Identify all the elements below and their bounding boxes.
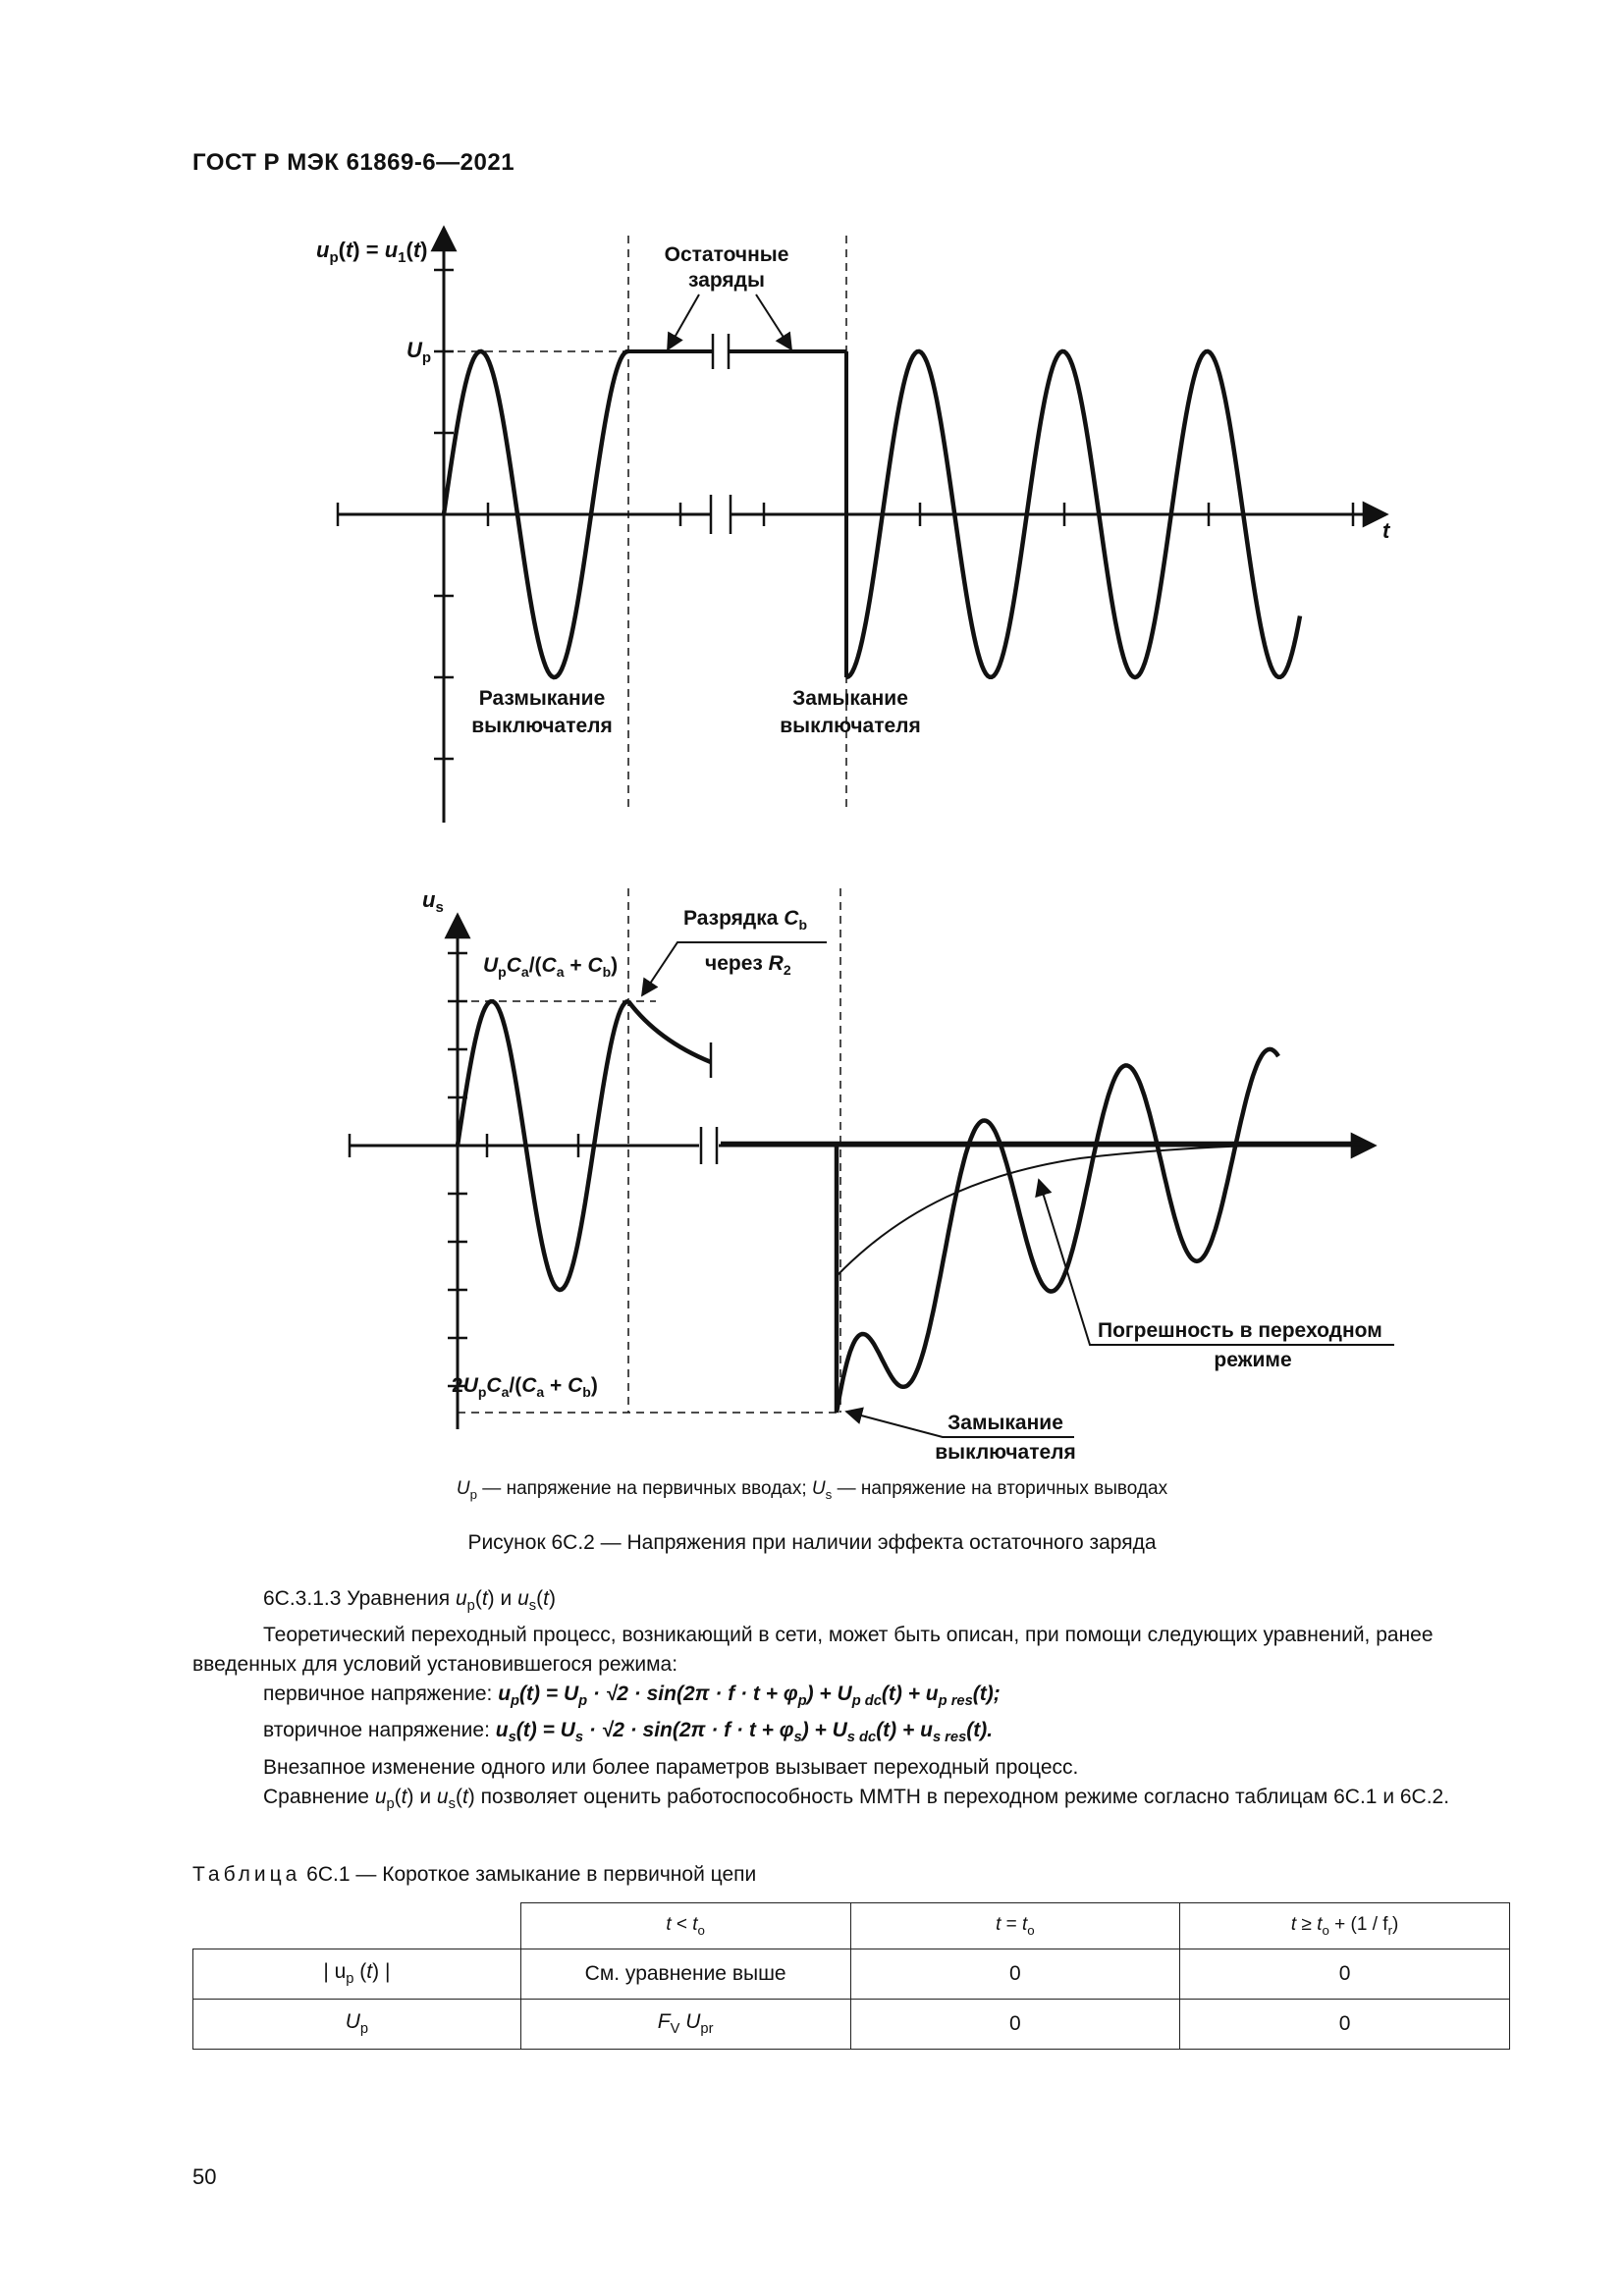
paragraph-2: Внезапное изменение одного или более параметров вызывает переходный процесс.: [263, 1755, 1079, 1779]
breaker-open-1: Размыкание: [478, 687, 606, 710]
table-header-cell: [193, 1903, 521, 1949]
residual-arrow-left: [668, 294, 699, 349]
top-y-axis-label: $u_p(t) = u_1(t)$: [316, 238, 428, 266]
table-cell: См. уравнение выше: [520, 1949, 850, 2000]
table-title: [192, 1863, 756, 1887]
table-cell: 0: [850, 2000, 1180, 2050]
secondary-prefix: вторичное напряжение:: [263, 1719, 496, 1742]
table-header-cell: $t < t_o$: [520, 1903, 850, 1949]
table-cell: $U_p$: [193, 2000, 521, 2050]
bottom-y-axis-label: $u_s$: [422, 887, 444, 916]
bottom-waveform-after: [837, 1049, 1278, 1413]
discharge-curve: [628, 1001, 711, 1062]
table-cell: | $u_p$ (t) |: [193, 1949, 521, 2000]
breaker-close-bottom-2: выключателя: [935, 1441, 1076, 1464]
transient-error-curve: [837, 1144, 1361, 1276]
table-header-cell: $t \ge t_o + (1 / f_r)$: [1180, 1903, 1510, 1949]
discharge-label-2: через $R_2$: [705, 952, 791, 978]
bottom-neg-label: $2U_pC_a/(C_a + C_b)$: [452, 1374, 598, 1400]
breaker-close-bottom-1: Замыкание: [947, 1412, 1063, 1434]
breaker-close-top-2: выключателя: [780, 715, 921, 737]
bottom-axis-break: [699, 1127, 719, 1164]
residual-arrow-right: [756, 294, 791, 349]
figure-caption: Рисунок 6С.2 — Напряжения при наличии эффекта остаточного заряда: [467, 1531, 1157, 1554]
paragraph-1: Теоретический переходный процесс, возникающий в сети, может быть описан, при помощи следующих уравнений, ранее введенных для условий установившегося режима:: [192, 1624, 1434, 1677]
residual-label-1: Остаточные: [664, 243, 789, 266]
top-residual-line: [628, 334, 846, 677]
secondary-formula: $u_s(t) = U_s \cdot √2 \cdot \sin(2\pi \cdot f \cdot t + \varphi_s) + U_{s dc}(t) + u_{s res}(t)$.: [495, 1719, 994, 1746]
page-number: 50: [192, 2164, 217, 2189]
primary-formula: $u_p(t) = U_p \cdot √2 \cdot \sin(2\pi \cdot f \cdot t + \varphi_p) + U_{p dc}(t) + u_{p res}(t)$;: [498, 1682, 1001, 1710]
document-header: ГОСТ Р МЭК 61869-6—2021: [192, 149, 515, 176]
table-title-word: Таблица: [192, 1863, 301, 1886]
table-cell: 0: [1180, 2000, 1510, 2050]
bottom-peak-label: $U_pC_a/(C_a + C_b)$: [483, 954, 619, 980]
table-header-cell: $t = t_o$: [850, 1903, 1180, 1949]
primary-prefix: первичное напряжение:: [263, 1682, 499, 1706]
residual-label-2: заряды: [688, 269, 765, 292]
table-row: [193, 1949, 1510, 2000]
top-axis-break: [711, 495, 731, 534]
transient-error-label-2: режиме: [1214, 1349, 1292, 1371]
paragraph-3: Сравнение $u_p(t)$ и $u_s(t)$ позволяет оценить работоспособность ММТН в переходном режиме согласно таблицам 6С.1 и 6С.2.: [263, 1785, 1450, 1812]
figure-legend: $U_p$ — напряжение на первичных вводах; $U_s$ — напряжение на вторичных выводах: [456, 1478, 1168, 1502]
discharge-label-1: Разрядка $C_b$: [683, 907, 807, 933]
table-cell: $F_V$ $U_{pr}$: [520, 2000, 850, 2050]
secondary-equation: [192, 1716, 1510, 1752]
table-cell: 0: [850, 1949, 1180, 2000]
section-heading: 6С.3.1.3 Уравнения $u_p(t)$ и $u_s(t)$: [263, 1587, 556, 1615]
transient-error-label-1: Погрешность в переходном: [1098, 1319, 1382, 1342]
table-row: [193, 2000, 1510, 2050]
table-6c1: [192, 1902, 1510, 2050]
breaker-close-top-1: Замыкание: [792, 687, 908, 710]
section-body: [192, 1584, 1510, 1819]
primary-equation: [192, 1680, 1510, 1716]
breaker-open-2: выключателя: [471, 715, 613, 737]
top-up-label: $U_p$: [406, 338, 432, 366]
table-title-rest: 6С.1 — Короткое замыкание в первичной цепи: [300, 1863, 757, 1886]
top-x-axis-label: t: [1382, 518, 1390, 543]
table-cell: 0: [1180, 1949, 1510, 2000]
table-header-row: [193, 1903, 1510, 1949]
